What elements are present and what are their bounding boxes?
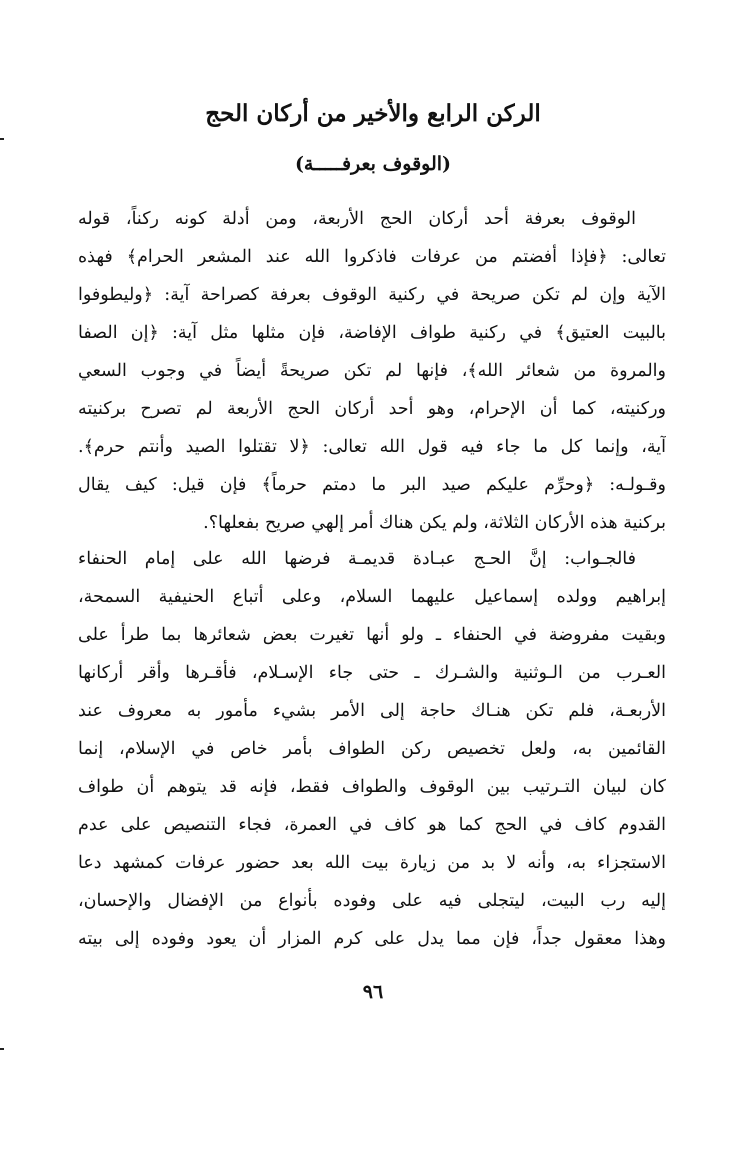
text-line: آية، وإنما كل ما جاء فيه قول الله تعالى: ﴿لا تقتلوا الصيد وأنتم حرم﴾. xyxy=(78,437,666,457)
text-line: الأربعـة، فلم تكن هنـاك حاجة إلى الأمر بشيء مأمور به معروف عند xyxy=(78,701,666,721)
text-line: بركنية هذه الأركان الثلاثة، ولم يكن هناك أمر إلهي صريح بفعلها؟. xyxy=(203,513,666,533)
scan-edge-mark xyxy=(0,1048,4,1050)
text-line: وركنيته، كما أن الإحرام، وهو أحد أركان الحج الأربعة لم تصرح بركنيته xyxy=(78,399,666,419)
text-line: إبراهيم وولده إسماعيل عليهما السلام، وعلى أتباع الحنيفية السمحة، xyxy=(78,587,666,607)
text-line: الوقوف بعرفة أحد أركان الحج الأربعة، ومن أدلة كونه ركناً، قوله xyxy=(78,209,636,229)
chapter-subtitle: (الوقوف بعرفـــــة) xyxy=(294,153,452,175)
paragraph-1 xyxy=(78,200,666,542)
chapter-title: الركن الرابع والأخير من أركان الحج xyxy=(205,100,541,127)
text-line: والمروة من شعائر الله﴾، فإنها لم تكن صريحةً أيضاً في وجوب السعي xyxy=(78,361,666,381)
text-line: القدوم كاف في الحج كما هو كاف في العمرة، فجاء التنصيص على عدم xyxy=(78,815,666,835)
text-line: العـرب من الـوثنية والشـرك ـ حتى جاء الإسـلام، فأقـرها وأقر أركانها xyxy=(78,663,666,683)
scan-edge-mark xyxy=(0,138,4,140)
text-line: كان لبيان التـرتيب بين الوقوف والطواف فقط، فإنه قد يتوهم أن طواف xyxy=(78,777,666,797)
page-number: ٩٦ xyxy=(362,981,384,1003)
text-line: وهذا معقول جداً، فإن مما يدل على كرم المزار أن يعود وفوده إلى بيته xyxy=(78,929,666,949)
text-line: تعالى: ﴿فإذا أفضتم من عرفات فاذكروا الله عند المشعر الحرام﴾ فهذه xyxy=(78,247,666,267)
text-line: وبقيت مفروضة في الحنفاء ـ ولو أنها تغيرت بعض شعائرها بما طرأ على xyxy=(78,625,666,645)
text-line: فالجـواب: إنَّ الحـج عبـادة قديمـة فرضها الله على إمام الحنفاء xyxy=(78,549,636,569)
paragraph-2 xyxy=(78,540,666,958)
text-line: الآية وإن لم تكن صريحة في ركنية الوقوف بعرفة كصراحة آية: ﴿وليطوفوا xyxy=(78,285,666,305)
text-line: وقـولـه: ﴿وحرِّم عليكم صيد البر ما دمتم حرماً﴾ فإن قيل: كيف يقال xyxy=(78,475,666,495)
text-line: الاستجزاء به، وأنه لا بد من زيارة بيت الله بعد حضور عرفات كمشهد دعا xyxy=(78,853,666,873)
text-line: إليه رب البيت، ليتجلى فيه على وفوده بأنواع من الإفضال والإحسان، xyxy=(78,891,666,911)
text-line: القائمين به، ولعل تخصيص ركن الطواف بأمر خاص في الإسلام، إنما xyxy=(78,739,666,759)
text-line: بالبيت العتيق﴾ في ركنية طواف الإفاضة، فإن مثلها مثل آية: ﴿إن الصفا xyxy=(78,323,666,343)
